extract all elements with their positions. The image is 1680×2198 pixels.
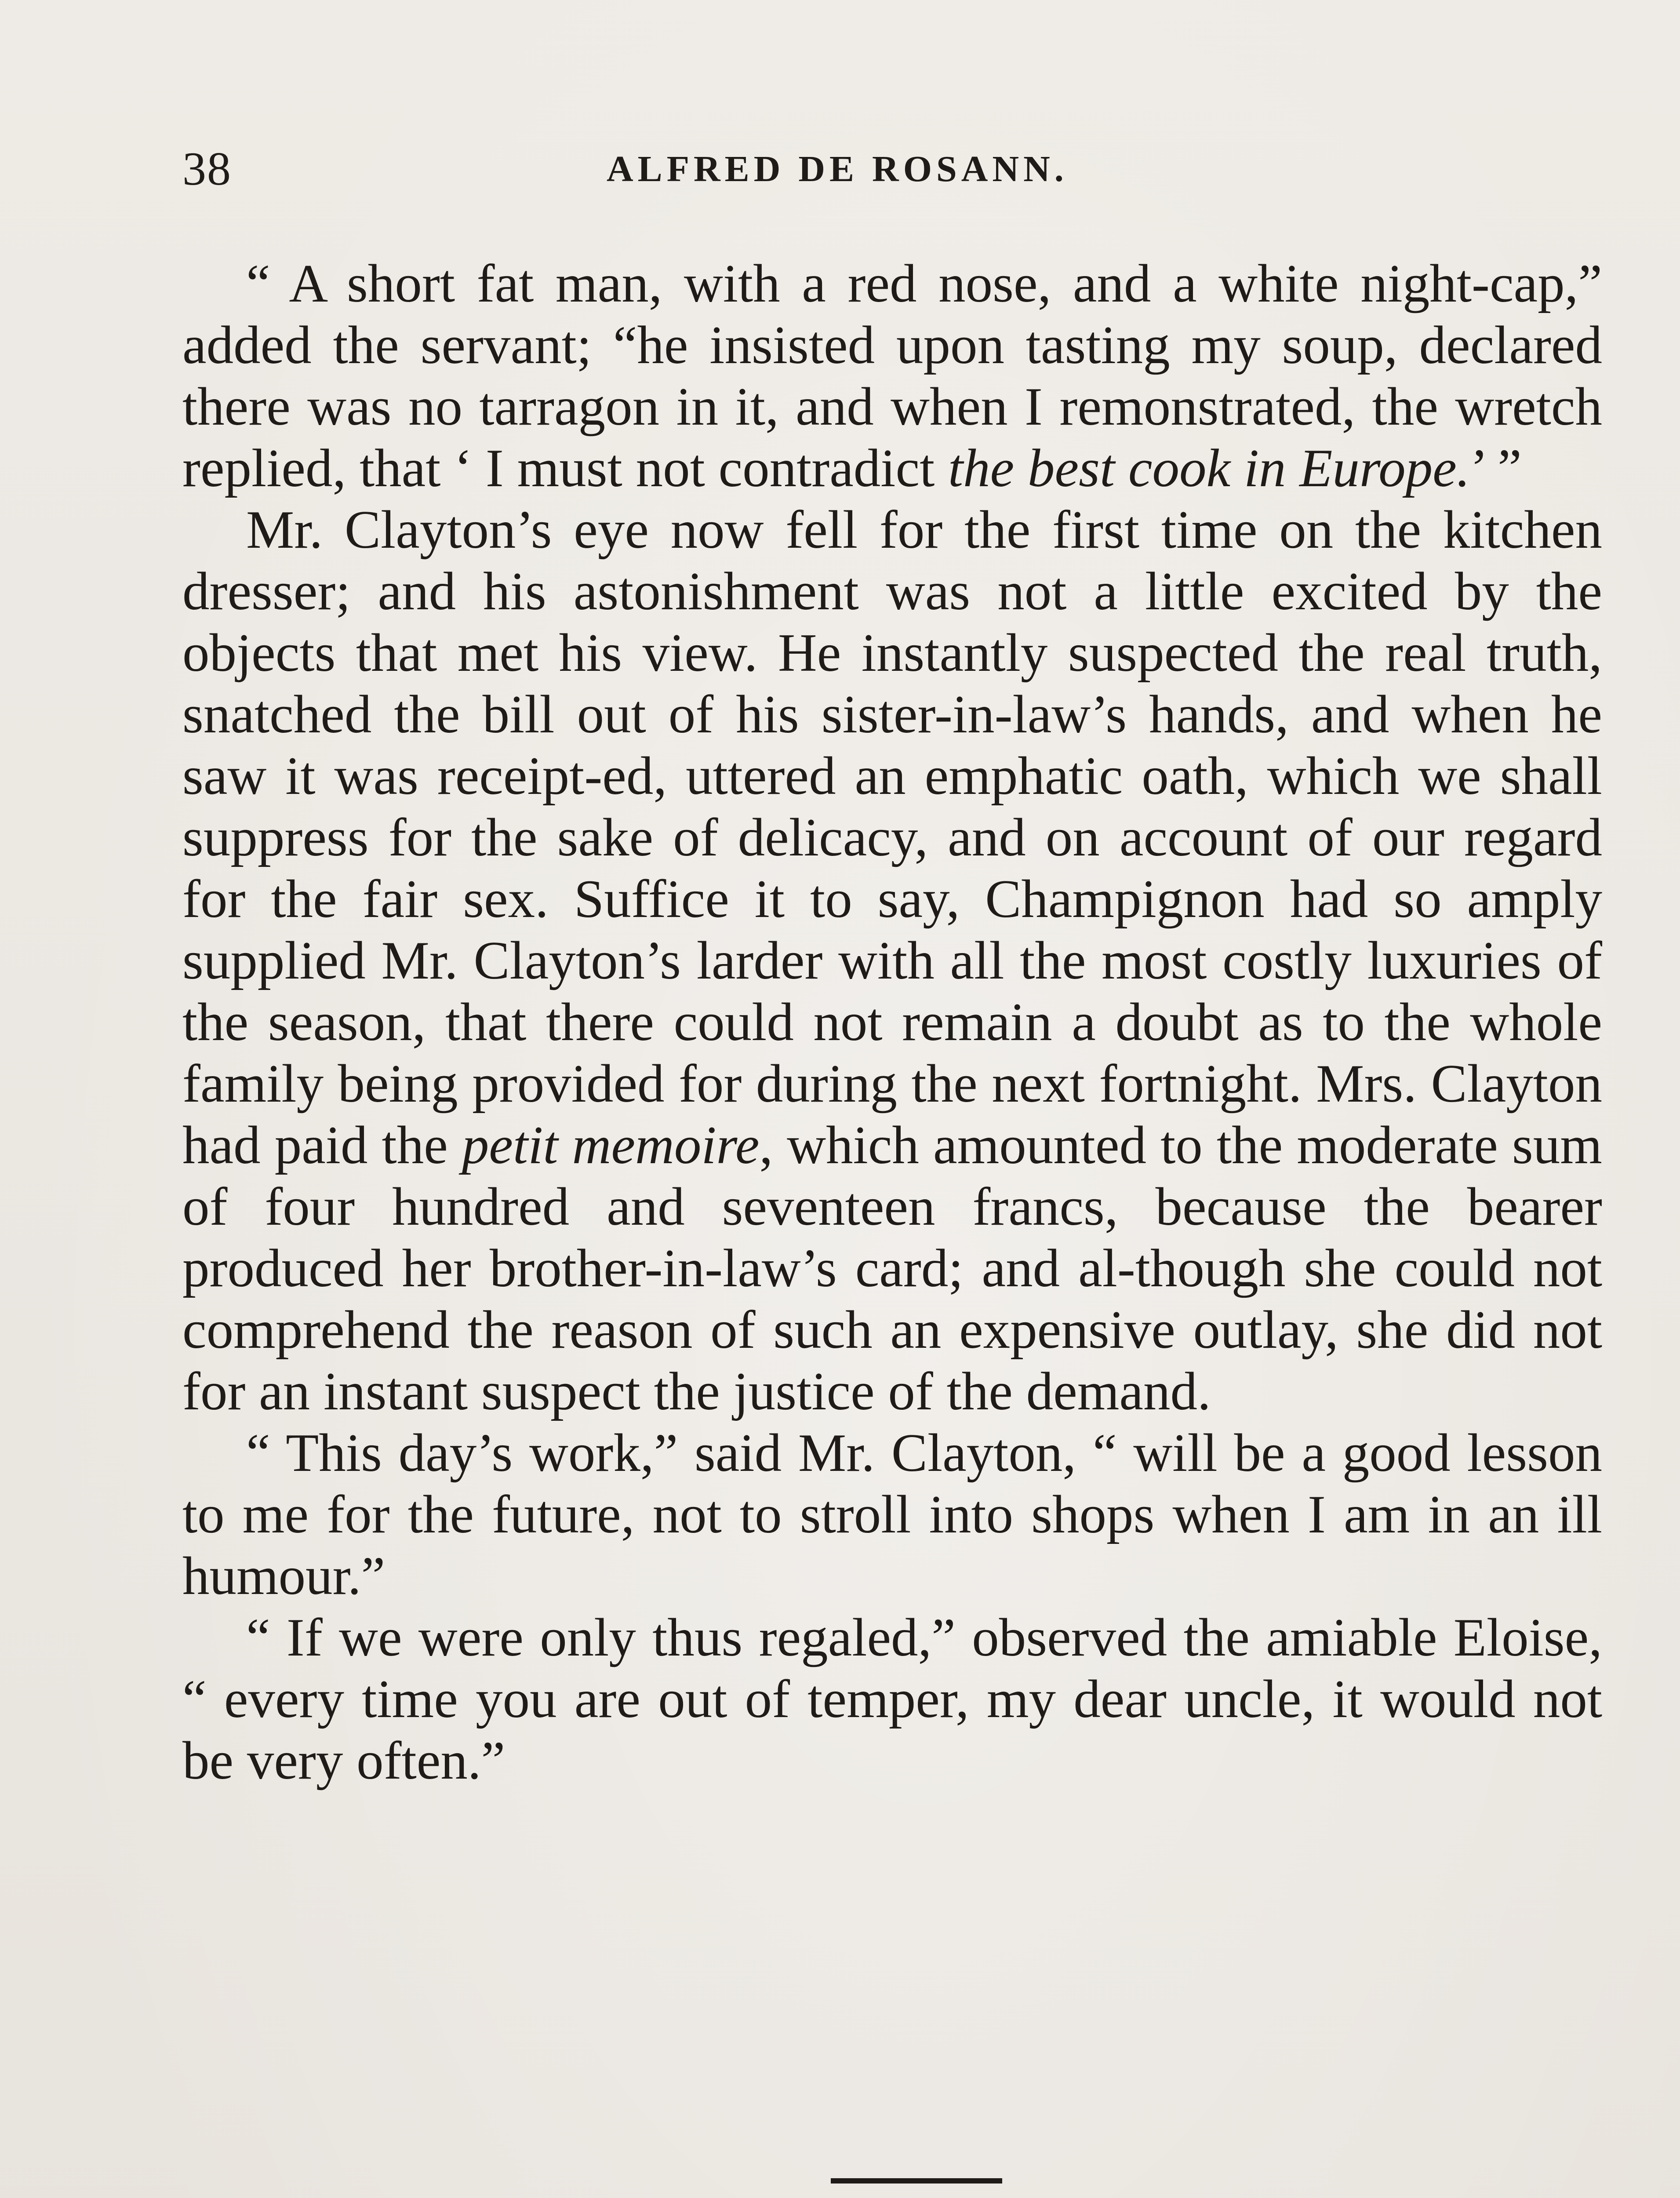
italic-phrase: the best cook in Europe. [948,438,1470,498]
page-number: 38 [182,143,232,195]
body-text [182,253,1602,1791]
paragraph [182,499,1602,1422]
paragraph-text: , which amounted to the moderate sum of four hundred and seventeen francs, because the bearer produced her brother-in-law’s card; and al-though she could not comprehend the reason of such an expensive outlay, she did not for an instant suspect the justice of the demand. [182,1115,1602,1421]
paragraph [182,253,1602,499]
paragraph-text: “ A short fat man, with a red nose, and a white night-cap,” added the servant; “he insisted upon tasting my soup, declared there was no tarragon in it, and when I remonstrated, the wretch replied, that ‘ I must not contradict [182,253,1602,498]
paragraph-text: ’ ” [1470,438,1522,498]
running-head: ALFRED DE ROSANN. [607,149,1068,189]
paragraph: “ This day’s work,” said Mr. Clayton, “ will be a good lesson to me for the future, not to stroll into shops when I am in an ill humour.” [182,1423,1602,1606]
section-divider [831,2178,1002,2183]
paragraph-text: Mr. Clayton’s eye now fell for the first time on the kitchen dresser; and his astonishment was not a little excited by the objects that met his view. He instantly suspected the real truth, snatched the bill out of his sister-in-law’s hands, and when he saw it was receipt-ed, uttered an emphatic oath, which we shall suppress for the sake of delicacy, and on account of our regard for the fair sex. Suffice it to say, Champignon had so amply supplied Mr. Clayton’s larder with all the most costly luxuries of the season, that there could not remain a doubt as to the whole family being provided for during the next fortnight. Mrs. Clayton had paid the [182,499,1602,1175]
page-header [182,136,1615,202]
italic-phrase: petit memoire [462,1115,760,1175]
paragraph: “ If we were only thus regaled,” observed the amiable Eloise, “ every time you are out of temper, my dear uncle, it would not be very often.” [182,1607,1602,1790]
